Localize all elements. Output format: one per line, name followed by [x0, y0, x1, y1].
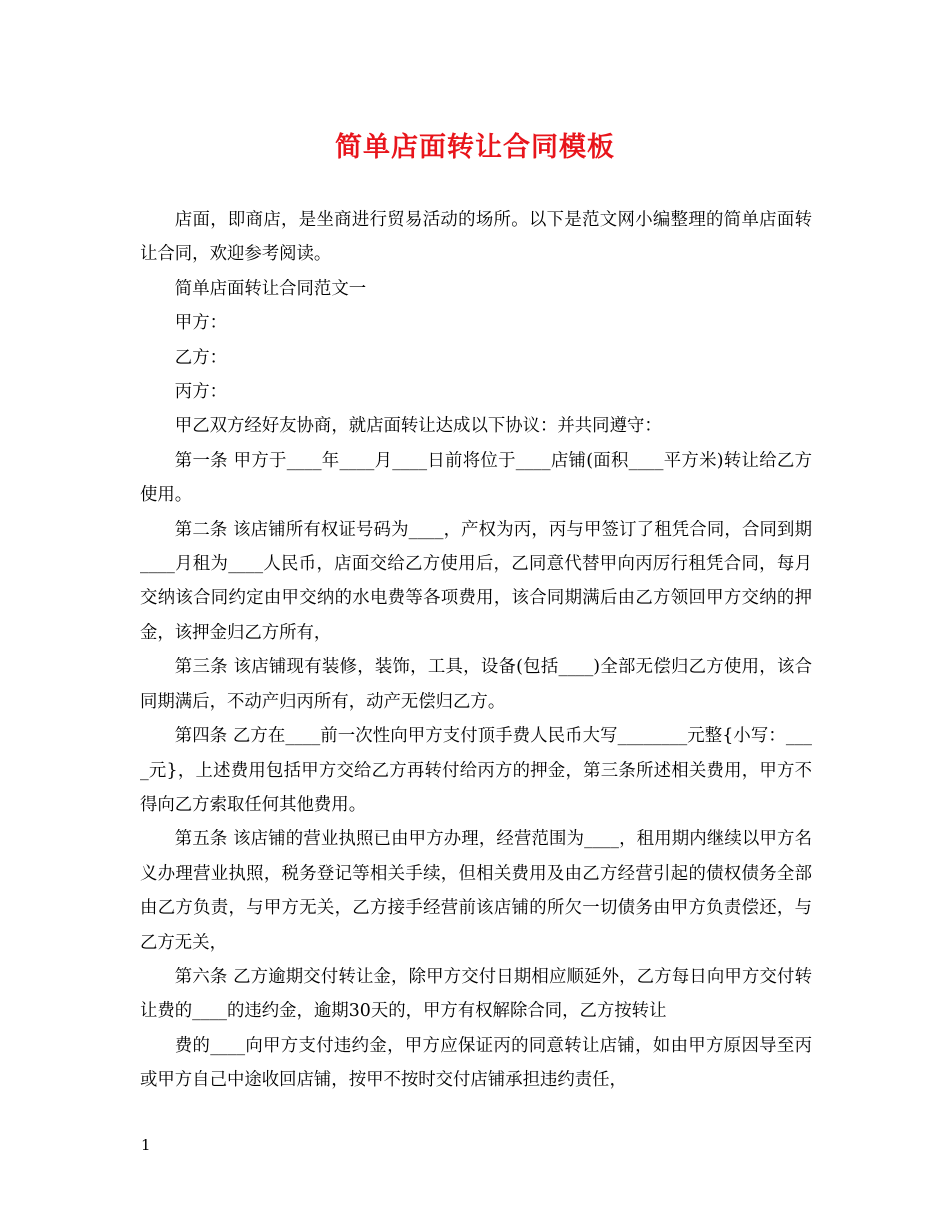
party-c-label: 丙方：: [174, 382, 227, 403]
article-6: 第六条 乙方逾期交付转让金，除甲方交付日期相应顺延外，乙方每日向甲方交付转让费的____的违约金，逾期30天的，甲方有权解除合同，乙方按转让: [140, 966, 812, 1022]
article-2: 第二条 该店铺所有权证号码为____，产权为丙，丙与甲签订了租凭合同，合同到期____月租为____人民币，店面交给乙方使用后，乙同意代替甲向丙厉行租凭合同，每月交纳该合同约定由甲交纳的水电费等各项费用，该合同期满后由乙方领回甲方交纳的押金，该押金归乙方所有，: [140, 519, 812, 643]
article-3: 第三条 该店铺现有装修，装饰，工具，设备(包括____)全部无偿归乙方使用，该合同期满后，不动产归丙所有，动产无偿归乙方。: [140, 657, 812, 712]
article-1: 第一条 甲方于____年____月____日前将位于____店铺(面积____平方米)转让给乙方使用。: [140, 450, 812, 506]
article-6-continued: 费的____向甲方支付违约金，甲方应保证丙的同意转让店铺，如由甲方原因导至丙或甲方自己中途收回店铺，按甲不按时交付店铺承担违约责任，: [140, 1035, 812, 1091]
document-title: 简单店面转让合同模板: [335, 132, 615, 163]
article-5: 第五条 该店铺的营业执照已由甲方办理，经营范围为____，租用期内继续以甲方名义办理营业执照，税务登记等相关手续，但相关费用及由乙方经营引起的债权债务全部由乙方负责，与甲方无关，乙方接手经营前该店铺的所欠一切债务由甲方负责偿还，与乙方无关，: [140, 829, 812, 953]
article-4: 第四条 乙方在____前一次性向甲方支付顶手费人民币大写________元整{小写：____元}，上述费用包括甲方交给乙方再转付给丙方的押金，第三条所述相关费用，甲方不得向乙方索取任何其他费用。: [140, 726, 812, 815]
section-heading: 简单店面转让合同范文一: [174, 278, 367, 299]
party-a-label: 甲方：: [174, 313, 227, 334]
page-number: 1: [141, 1136, 151, 1154]
party-b-label: 乙方：: [174, 347, 227, 368]
intro-paragraph: 店面，即商店，是坐商进行贸易活动的场所。以下是范文网小编整理的简单店面转让合同，欢迎参考阅读。: [140, 210, 812, 265]
document-body: [140, 203, 812, 1098]
agreement-preamble: 甲乙双方经好友协商，就店面转让达成以下协议：并共同遵守：: [174, 416, 662, 437]
